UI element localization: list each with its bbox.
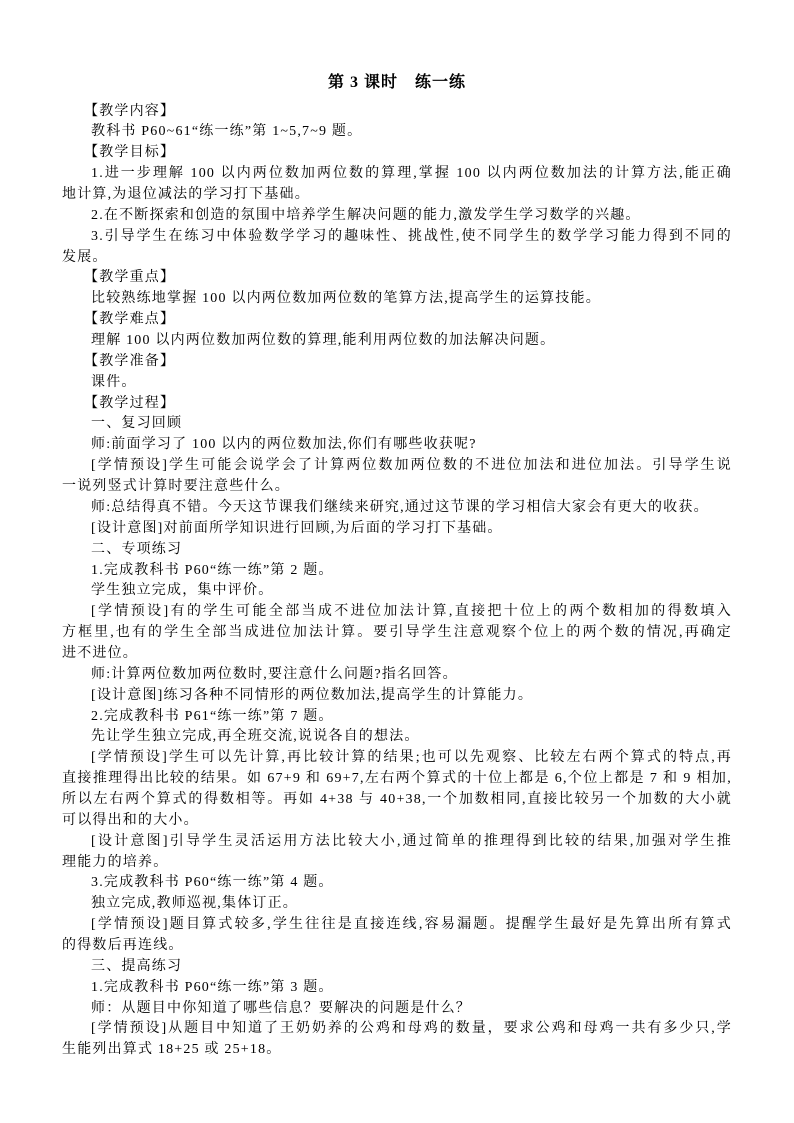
text-line: 比较熟练地掌握 100 以内两位数加两位数的笔算方法,提高学生的运算技能。 [91,291,601,307]
paragraph [62,748,732,831]
text-line: 师:计算两位数加两位数时,要注意什么问题?指名回答。 [91,666,458,682]
text-line: 1.完成教科书 P60“练一练”第 3 题。 [91,979,334,995]
paragraph [62,122,732,143]
section-label [62,394,732,415]
section-heading [62,957,732,978]
text-line: 生能列出算式 18+25 或 25+18。 [62,1042,282,1058]
paragraph [62,164,732,206]
section-label [62,310,732,331]
text-line: 【教学内容】 [84,103,176,119]
text-line: [设计意图]引导学生灵活运用方法比较大小,通过简单的推理得到比较的结果,加强对学生推 [91,833,732,849]
text-line: [学情预设]学生可能会说学会了计算两位数加两位数的不进位加法和进位加法。引导学生说 [91,458,732,474]
text-line: 直接推理得出比较的结果。如 67+9 和 69+7,左右两个算式的十位上都是 6,个位上都是 7 和 9 相加, [62,771,732,787]
paragraph [62,978,732,999]
text-line: 课件。 [91,374,137,390]
paragraph [62,665,732,686]
paragraph [62,498,732,519]
text-line: 三、提高练习 [91,958,183,974]
text-line: 【教学过程】 [84,395,176,411]
paragraph [62,915,732,957]
text-line: 【教学准备】 [84,353,176,369]
text-line: [学情预设]题目算式较多,学生往往是直接连线,容易漏题。提醒学生最好是先算出所有算式 [91,917,732,933]
paragraph [62,435,732,456]
text-line: 一说列竖式计算时要注意些什么。 [62,479,290,495]
section-label [62,143,732,164]
text-line: 的得数后再连线。 [62,937,184,953]
paragraph [62,561,732,582]
text-line: 2.在不断探索和创造的氛围中培养学生解决问题的能力,激发学生学习数学的兴趣。 [91,207,641,223]
paragraph [62,519,732,540]
text-line: 一、复习回顾 [91,416,183,432]
page-title: 第 3 课时 练一练 [327,74,466,91]
text-line: 【教学重点】 [84,270,176,286]
text-line: 学生独立完成，集中评价。 [91,583,274,599]
text-line: 进不进位。 [62,645,138,661]
text-line: 发展。 [62,249,108,265]
paragraph [62,581,732,602]
paragraph [62,894,732,915]
text-line: 独立完成,教师巡视,集体订正。 [91,896,298,912]
text-line: 师：从题目中你知道了哪些信息？要解决的问题是什么？ [91,1000,471,1016]
text-line: 所以左右两个算式的得数相等。再如 4+38 与 40+38,一个加数相同,直接比较另一个加数的大小就 [62,791,732,807]
text-line: 2.完成教科书 P61“练一练”第 7 题。 [91,708,334,724]
document-body [62,102,732,1062]
text-line: 地计算,为退位减法的学习打下基础。 [62,187,310,203]
paragraph [62,289,732,310]
text-line: [学情预设]从题目中知道了王奶奶养的公鸡和母鸡的数量，要求公鸡和母鸡一共有多少只,学 [91,1021,732,1037]
text-line: 方框里,也有的学生全部当成进位加法计算。要引导学生注意观察个位上的两个数的情况,再确定 [62,625,732,641]
text-line: [学情预设]学生可以先计算,再比较计算的结果;也可以先观察、比较左右两个算式的特点,再 [91,750,732,766]
section-heading [62,540,732,561]
text-line: [设计意图]练习各种不同情形的两位数加法,提高学生的计算能力。 [91,687,534,703]
text-line: 教科书 P60~61“练一练”第 1~5,7~9 题。 [91,124,363,140]
paragraph [62,727,732,748]
text-line: [设计意图]对前面所学知识进行回顾,为后面的学习打下基础。 [91,520,503,536]
text-line: 可以得出和的大小。 [62,812,199,828]
paragraph [62,206,732,227]
section-label [62,268,732,289]
text-line: 1.完成教科书 P60“练一练”第 2 题。 [91,562,334,578]
text-line: 理能力的培养。 [62,854,169,870]
paragraph [62,999,732,1020]
text-line: 1.进一步理解 100 以内两位数加两位数的算理,掌握 100 以内两位数加法的计算方法,能正确 [91,166,732,182]
paragraph [62,602,732,665]
text-line: 二、专项练习 [91,541,183,557]
paragraph [62,686,732,707]
paragraph [62,873,732,894]
paragraph [62,227,732,269]
text-line: 3.引导学生在练习中体验数学学习的趣味性、挑战性,使不同学生的数学学习能力得到不同的 [91,228,732,244]
text-line: 先让学生独立完成,再全班交流,说说各自的想法。 [91,729,420,745]
section-heading [62,414,732,435]
text-line: [学情预设]有的学生可能全部当成不进位加法计算,直接把十位上的两个数相加的得数填入 [91,604,732,620]
text-line: 师:总结得真不错。今天这节课我们继续来研究,通过这节课的学习相信大家会有更大的收获。 [91,499,709,515]
paragraph [62,1019,732,1061]
text-line: 3.完成教科书 P60“练一练”第 4 题。 [91,875,334,891]
paragraph [62,456,732,498]
paragraph [62,373,732,394]
text-line: 【教学难点】 [84,312,176,328]
text-line: 理解 100 以内两位数加两位数的算理,能利用两位数的加法解决问题。 [91,333,556,349]
text-line: 【教学目标】 [84,145,176,161]
section-label [62,352,732,373]
paragraph [62,832,732,874]
paragraph [62,331,732,352]
text-line: 师:前面学习了 100 以内的两位数加法,你们有哪些收获呢? [91,437,477,453]
section-label [62,102,732,123]
paragraph [62,707,732,728]
